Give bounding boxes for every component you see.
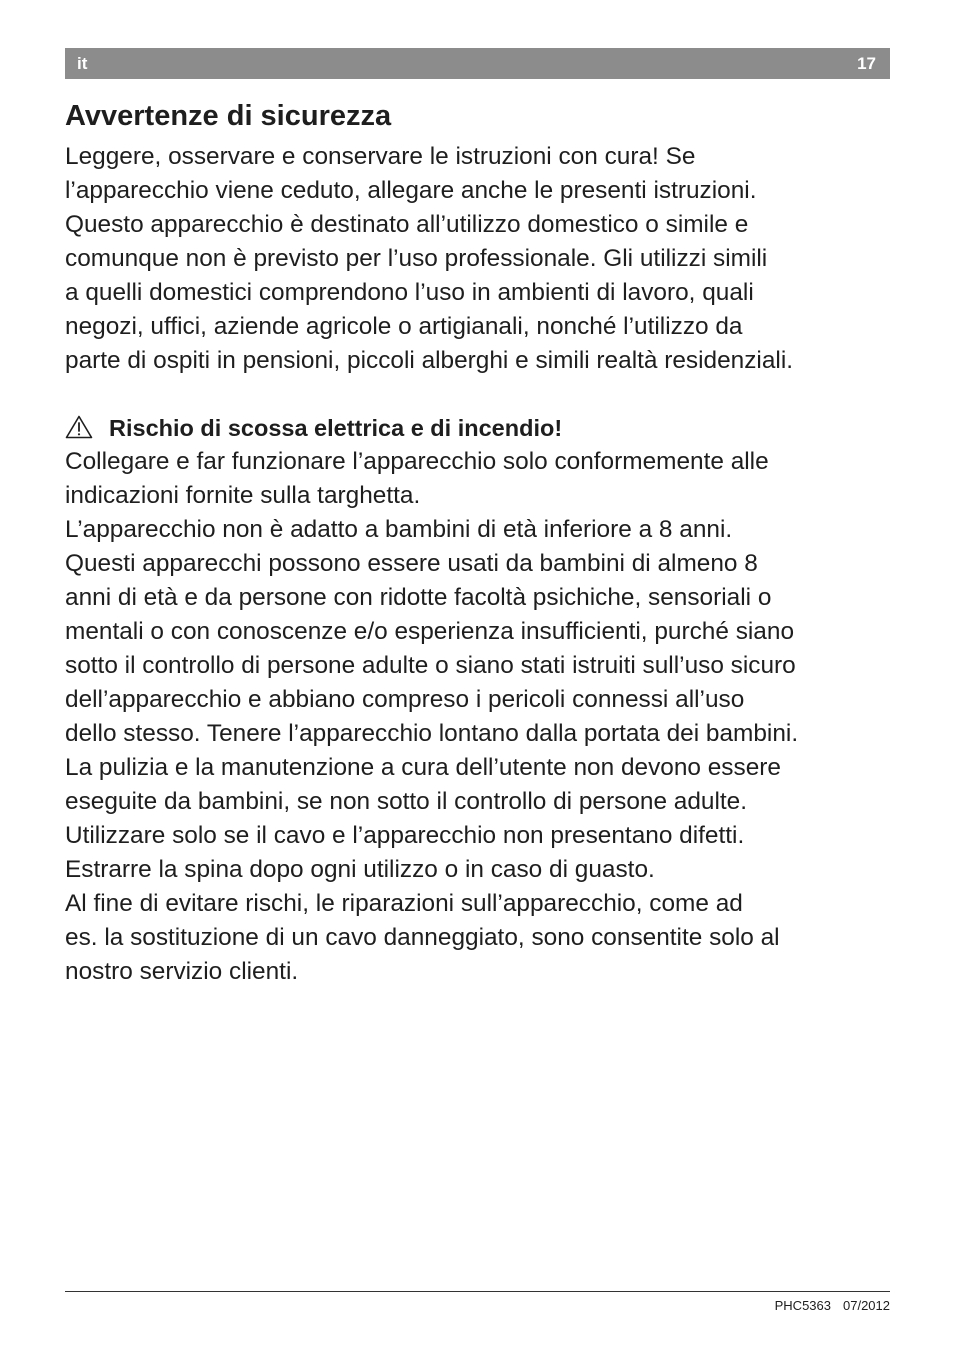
text-line: Estrarre la spina dopo ogni utilizzo o in caso di guasto. — [65, 856, 655, 883]
warning-heading-text: Rischio di scossa elettrica e di incendio! — [109, 415, 563, 441]
text-line: indicazioni fornite sulla targhetta. — [65, 482, 421, 509]
text-line: anni di età e da persone con ridotte facoltà psichiche, sensoriali o — [65, 584, 772, 611]
warning-heading — [65, 411, 905, 445]
text-line: sotto il controllo di persone adulte o siano stati istruiti sull’uso sicuro — [65, 652, 796, 679]
language-code: it — [77, 54, 88, 73]
text-line: La pulizia e la manutenzione a cura dell’utente non devono essere — [65, 754, 781, 781]
model-number: PHC5363 — [774, 1298, 831, 1313]
page-header-bar — [65, 48, 890, 79]
text-line: l’apparecchio viene ceduto, allegare anche le presenti istruzioni. — [65, 177, 757, 204]
section-title: Avvertenze di sicurezza — [65, 100, 392, 132]
text-line: nostro servizio clienti. — [65, 958, 299, 985]
text-line: Utilizzare solo se il cavo e l’apparecchio non presentano difetti. — [65, 822, 745, 849]
text-line: dello stesso. Tenere l’apparecchio lontano dalla portata dei bambini. — [65, 720, 799, 747]
footer-divider — [65, 1291, 890, 1292]
text-line: dell’apparecchio e abbiano compreso i pericoli connessi all’uso — [65, 686, 745, 713]
publication-date: 07/2012 — [843, 1298, 890, 1313]
text-line: eseguite da bambini, se non sotto il controllo di persone adulte. — [65, 788, 748, 815]
text-line: comunque non è previsto per l’uso professionale. Gli utilizzi simili — [65, 245, 768, 272]
text-line: Questi apparecchi possono essere usati da bambini di almeno 8 — [65, 550, 758, 577]
text-line: Al fine di evitare rischi, le riparazioni sull’apparecchio, come ad — [65, 890, 743, 917]
text-line: negozi, uffici, aziende agricole o artigianali, nonché l’utilizzo da — [65, 313, 743, 340]
text-line: a quelli domestici comprendono l’uso in ambienti di lavoro, quali — [65, 279, 754, 306]
text-line: mentali o con conoscenze e/o esperienza insufficienti, purché siano — [65, 618, 795, 645]
text-line: Leggere, osservare e conservare le istruzioni con cura! Se — [65, 143, 696, 170]
text-line: L’apparecchio non è adatto a bambini di età inferiore a 8 anni. — [65, 516, 733, 543]
intro-paragraph — [65, 140, 905, 378]
text-line: Collegare e far funzionare l’apparecchio solo conformemente alle — [65, 448, 769, 475]
page-number: 17 — [857, 54, 876, 73]
warning-triangle-icon — [65, 415, 93, 439]
text-line: Questo apparecchio è destinato all’utilizzo domestico o simile e — [65, 211, 749, 238]
text-line: es. la sostituzione di un cavo danneggiato, sono consentite solo al — [65, 924, 780, 951]
footer-info — [775, 1298, 890, 1313]
warning-section — [65, 411, 905, 989]
text-line: parte di ospiti in pensioni, piccoli alberghi e simili realtà residenziali. — [65, 347, 794, 374]
